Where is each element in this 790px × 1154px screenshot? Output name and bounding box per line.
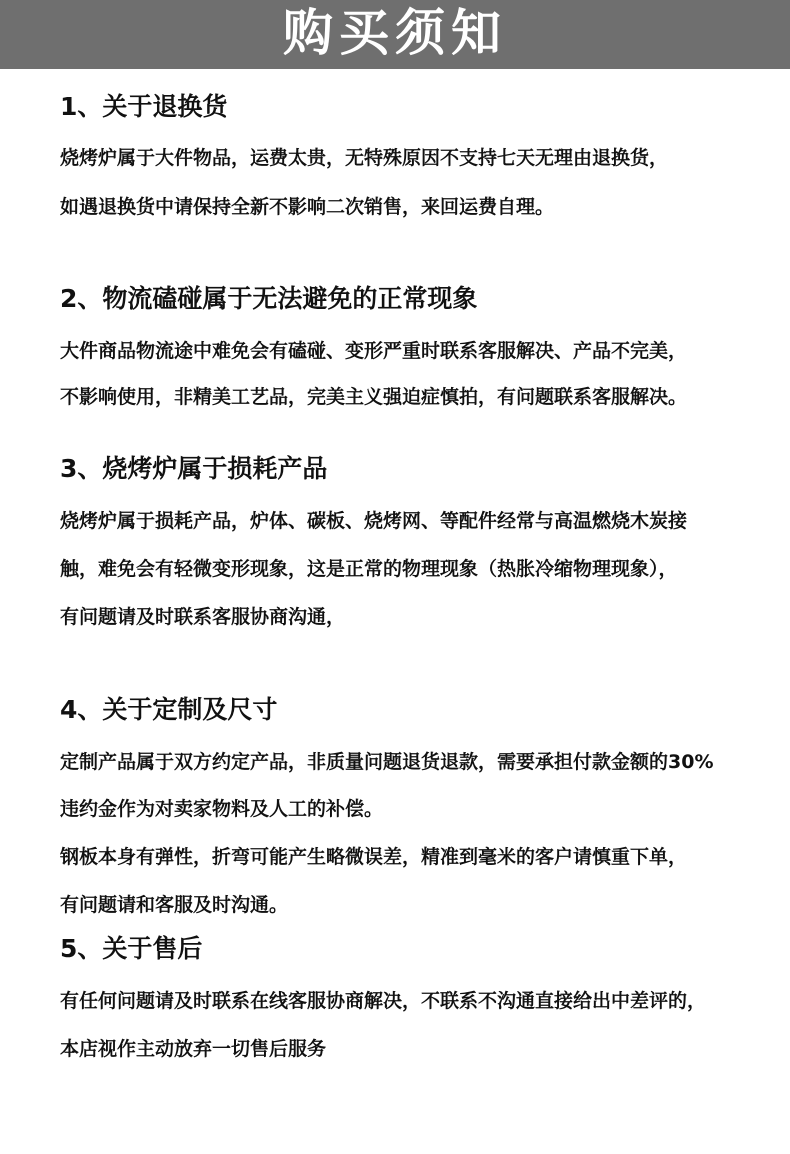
section-4-line-2: 违约金作为对卖家物料及人工的补偿。: [60, 798, 384, 820]
section-4-line-3: 钢板本身有弹性，折弯可能产生略微误差，精准到毫米的客户请慎重下单，: [60, 846, 688, 868]
section-1-heading: 1、关于退换货: [60, 92, 228, 121]
section-3-heading: 3、烧烤炉属于损耗产品: [60, 454, 328, 483]
section-5-line-2: 本店视作主动放弃一切售后服务: [60, 1038, 327, 1060]
page-title: 购买须知: [283, 3, 507, 62]
section-3-line-1: 烧烤炉属于损耗产品，炉体、碳板、烧烤网、等配件经常与高温燃烧木炭接: [60, 510, 688, 532]
section-1-line-2: 如遇退换货中请保持全新不影响二次销售，来回运费自理。: [60, 196, 555, 218]
section-4-line-1: 定制产品属于双方约定产品，非质量问题退货退款，需要承担付款金额的30%: [60, 751, 714, 773]
section-4-line-4: 有问题请和客服及时沟通。: [60, 894, 289, 916]
section-3-line-2: 触，难免会有轻微变形现象，这是正常的物理现象（热胀冷缩物理现象），: [60, 558, 678, 580]
section-5-heading: 5、关于售后: [60, 934, 203, 963]
section-3-line-3: 有问题请及时联系客服协商沟通，: [60, 606, 346, 628]
section-2-line-2: 不影响使用，非精美工艺品，完美主义强迫症慎拍，有问题联系客服解决。: [60, 386, 688, 408]
section-2-line-1: 大件商品物流途中难免会有磕碰、变形严重时联系客服解决、产品不完美，: [60, 340, 688, 362]
section-2-heading: 2、物流磕碰属于无法避免的正常现象: [60, 284, 478, 313]
section-4-heading: 4、关于定制及尺寸: [60, 695, 278, 724]
section-1-line-1: 烧烤炉属于大件物品，运费太贵，无特殊原因不支持七天无理由退换货，: [60, 147, 669, 169]
section-5-line-1: 有任何问题请及时联系在线客服协商解决，不联系不沟通直接给出中差评的，: [60, 990, 707, 1012]
title-banner: [0, 0, 790, 69]
